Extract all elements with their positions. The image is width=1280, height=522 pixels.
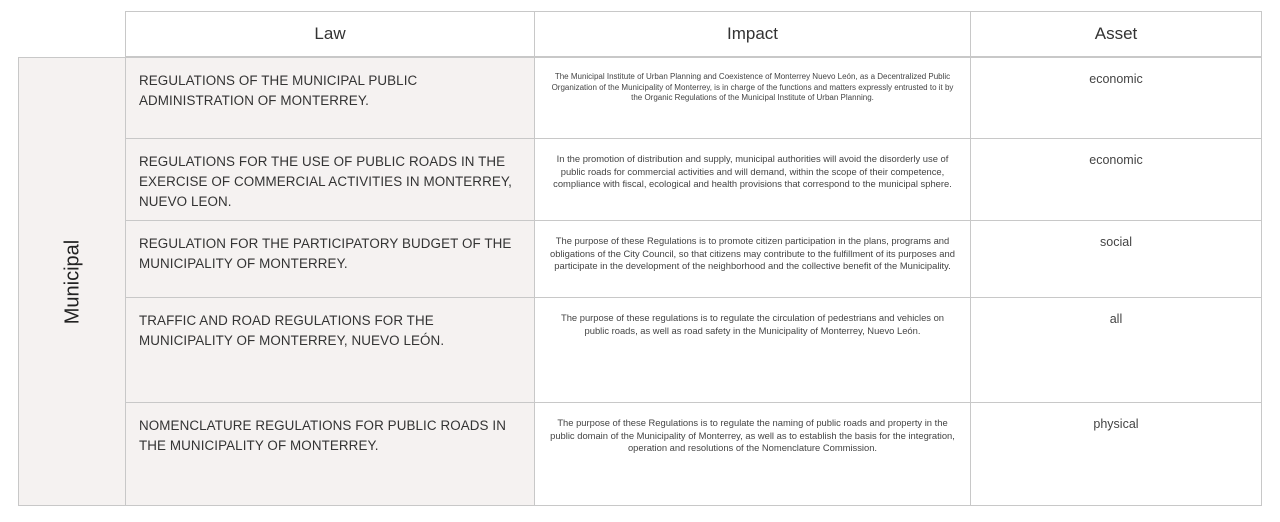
- header-asset: Asset: [970, 11, 1262, 57]
- impact-cell: The purpose of these Regulations is to promote citizen participation in the plans, programs and obligations of the City Council, so that citizens may contribute to the fulfillment of its purposes and participate in the development of the neighborhood and the collective benefit of the Municipality.: [534, 220, 971, 298]
- group-label: Municipal: [61, 239, 84, 325]
- asset-cell: all: [970, 297, 1262, 403]
- law-cell: REGULATIONS OF THE MUNICIPAL PUBLIC ADMINISTRATION OF MONTERREY.: [125, 57, 535, 139]
- impact-cell: The Municipal Institute of Urban Planning and Coexistence of Monterrey Nuevo León, as a Decentralized Public Organization of the Municipality of Monterrey, is in charge of the functions and matters expressly entrusted to it by the Organic Regulations of the Municipal Institute of Urban Planning.: [534, 57, 971, 139]
- impact-cell: In the promotion of distribution and supply, municipal authorities will avoid the disorderly use of public roads for commercial activities and will demand, within the scope of their competence, compliance with fiscal, ecological and health provisions that correspond to the municipal sphere.: [534, 138, 971, 221]
- header-impact: Impact: [534, 11, 971, 57]
- impact-cell: The purpose of these regulations is to regulate the circulation of pedestrians and vehicles on public roads, as well as road safety in the Municipality of Monterrey, Nuevo León.: [534, 297, 971, 403]
- impact-cell: The purpose of these Regulations is to regulate the naming of public roads and property in the public domain of the Municipality of Monterrey, as well as to establish the basis for the integration, operation and resolutions of the Nomenclature Commission.: [534, 402, 971, 506]
- asset-cell: economic: [970, 57, 1262, 139]
- asset-cell: economic: [970, 138, 1262, 221]
- law-cell: REGULATION FOR THE PARTICIPATORY BUDGET OF THE MUNICIPALITY OF MONTERREY.: [125, 220, 535, 298]
- law-cell: REGULATIONS FOR THE USE OF PUBLIC ROADS IN THE EXERCISE OF COMMERCIAL ACTIVITIES IN MONTERREY, NUEVO LEON.: [125, 138, 535, 221]
- asset-cell: physical: [970, 402, 1262, 506]
- law-cell: NOMENCLATURE REGULATIONS FOR PUBLIC ROADS IN THE MUNICIPALITY OF MONTERREY.: [125, 402, 535, 506]
- law-cell: TRAFFIC AND ROAD REGULATIONS FOR THE MUNICIPALITY OF MONTERREY, NUEVO LEÓN.: [125, 297, 535, 403]
- header-law: Law: [125, 11, 535, 57]
- group-label-cell: [18, 57, 126, 506]
- asset-cell: social: [970, 220, 1262, 298]
